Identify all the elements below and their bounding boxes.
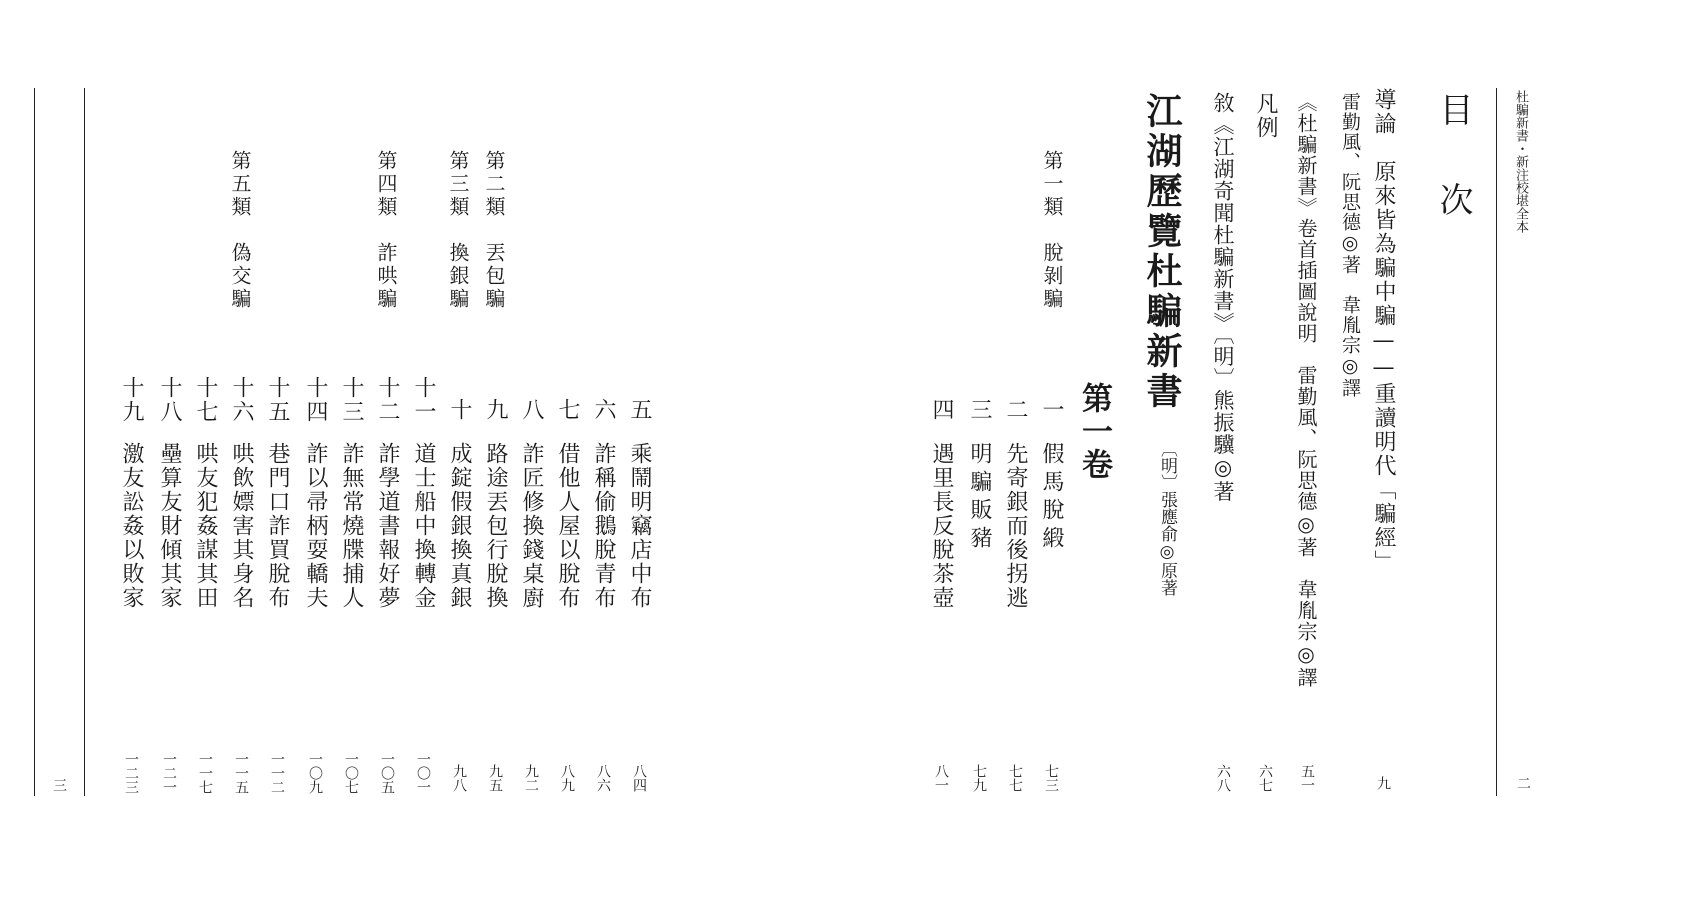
entry-page: 一一二 <box>269 752 285 794</box>
entry-page: 一一五 <box>233 752 249 794</box>
entry-page: 一一七 <box>197 752 213 794</box>
entry-title: 乘鬧明竊店中布 <box>627 442 652 610</box>
left-outer-rule <box>34 88 35 796</box>
entry-number: 一 <box>1039 398 1064 422</box>
entry-title: 假馬脫緞 <box>1039 442 1064 554</box>
entry-number: 六 <box>591 398 616 422</box>
entry-page: 七三 <box>1043 764 1059 792</box>
entry-number: 十三 <box>339 376 364 424</box>
entry-page: 七七 <box>1007 764 1023 792</box>
entry-title: 壘算友財傾其家 <box>157 442 182 610</box>
front-entry-illustrations: 《杜騙新書》卷首插圖說明 雷勤風、阮思德◎著 韋胤宗◎譯 <box>1294 92 1318 688</box>
entry-page: 九五 <box>487 764 503 792</box>
entry-title: 明騙販豬 <box>967 442 992 554</box>
entry-number: 十九 <box>119 376 144 424</box>
front-entry-fanli-page: 六七 <box>1257 764 1273 792</box>
category-3: 第三類 換銀騙 <box>446 150 470 311</box>
entry-page: 一〇九 <box>307 752 323 794</box>
entry-page: 一〇七 <box>343 752 359 794</box>
entry-number: 十六 <box>229 376 254 424</box>
entry-title: 詐無常燒牒捕人 <box>339 442 364 610</box>
entry-number: 十二 <box>375 376 400 424</box>
entry-title: 成錠假銀換真銀 <box>447 442 472 610</box>
entry-number: 十 <box>447 398 472 422</box>
front-entry-preface: 敘《江湖奇聞杜騙新書》〔明〕熊振驥◎著 <box>1211 92 1235 503</box>
entry-number: 十五 <box>265 376 290 424</box>
entry-number: 二 <box>1003 398 1028 422</box>
entry-title: 遇里長反脫茶壺 <box>929 442 954 610</box>
entry-page: 八一 <box>933 764 949 792</box>
entry-page: 一二一 <box>161 752 177 794</box>
entry-number: 十一 <box>411 376 436 424</box>
category-2: 第二類 丟包騙 <box>482 150 506 311</box>
running-head: 杜騙新書・新注校堪全本 <box>1513 90 1528 233</box>
entry-number: 三 <box>967 398 992 422</box>
entry-number: 十八 <box>157 376 182 424</box>
entry-title: 詐匠修換錢桌廚 <box>519 442 544 610</box>
entry-title: 激友訟姦以敗家 <box>119 442 144 610</box>
front-entry-intro-authors: 雷勤風、阮思德◎著 韋胤宗◎譯 <box>1339 92 1361 398</box>
entry-number: 十四 <box>303 376 328 424</box>
entry-title: 路途丟包行脫換 <box>483 442 508 610</box>
entry-page: 一二三 <box>123 752 139 794</box>
entry-number: 七 <box>555 398 580 422</box>
book-author: 〔明〕張應俞◎原著 <box>1157 440 1177 596</box>
entry-title: 詐學道書報好夢 <box>375 442 400 610</box>
volume-heading: 第一卷 <box>1076 382 1112 481</box>
entry-page: 九二 <box>523 764 539 792</box>
entry-page: 九八 <box>451 764 467 792</box>
front-entry-intro: 導論 原來皆為騙中騙——重讀明代「騙經」 <box>1371 88 1396 574</box>
category-4: 第四類 詐哄騙 <box>374 150 398 311</box>
right-margin-rule <box>1496 88 1497 796</box>
entry-title: 巷門口詐買脫布 <box>265 442 290 610</box>
page-number-right: 二 <box>1515 776 1531 790</box>
entry-number: 四 <box>929 398 954 422</box>
page-number-left: 三 <box>51 778 67 792</box>
entry-number: 八 <box>519 398 544 422</box>
entry-title: 哄飲嫖害其身名 <box>229 442 254 610</box>
left-inner-rule <box>84 88 85 796</box>
entry-title: 先寄銀而後拐逃 <box>1003 442 1028 610</box>
entry-page: 八四 <box>631 764 647 792</box>
toc-heading: 目 次 <box>1433 92 1473 224</box>
front-entry-preface-page: 六八 <box>1215 764 1231 792</box>
entry-number: 九 <box>483 398 508 422</box>
entry-page: 一〇五 <box>379 752 395 794</box>
entry-title: 借他人屋以脫布 <box>555 442 580 610</box>
entry-page: 一〇一 <box>415 752 431 794</box>
entry-title: 道士船中換轉金 <box>411 442 436 610</box>
entry-page: 八九 <box>559 764 575 792</box>
front-entry-fanli: 凡例 <box>1253 92 1278 140</box>
book-title: 江湖歷覽杜騙新書 <box>1141 92 1183 412</box>
entry-title: 詐稱偷鵝脫青布 <box>591 442 616 610</box>
entry-number: 十七 <box>193 376 218 424</box>
entry-page: 八六 <box>595 764 611 792</box>
front-entry-illustrations-page: 五一 <box>1299 764 1315 792</box>
entry-number: 五 <box>627 398 652 422</box>
front-entry-intro-page: 九 <box>1375 776 1391 790</box>
entry-title: 哄友犯姦謀其田 <box>193 442 218 610</box>
entry-title: 詐以帚柄耍轎夫 <box>303 442 328 610</box>
category-5: 第五類 偽交騙 <box>228 150 252 311</box>
entry-page: 七九 <box>971 764 987 792</box>
category-1: 第一類 脫剝騙 <box>1040 150 1064 311</box>
